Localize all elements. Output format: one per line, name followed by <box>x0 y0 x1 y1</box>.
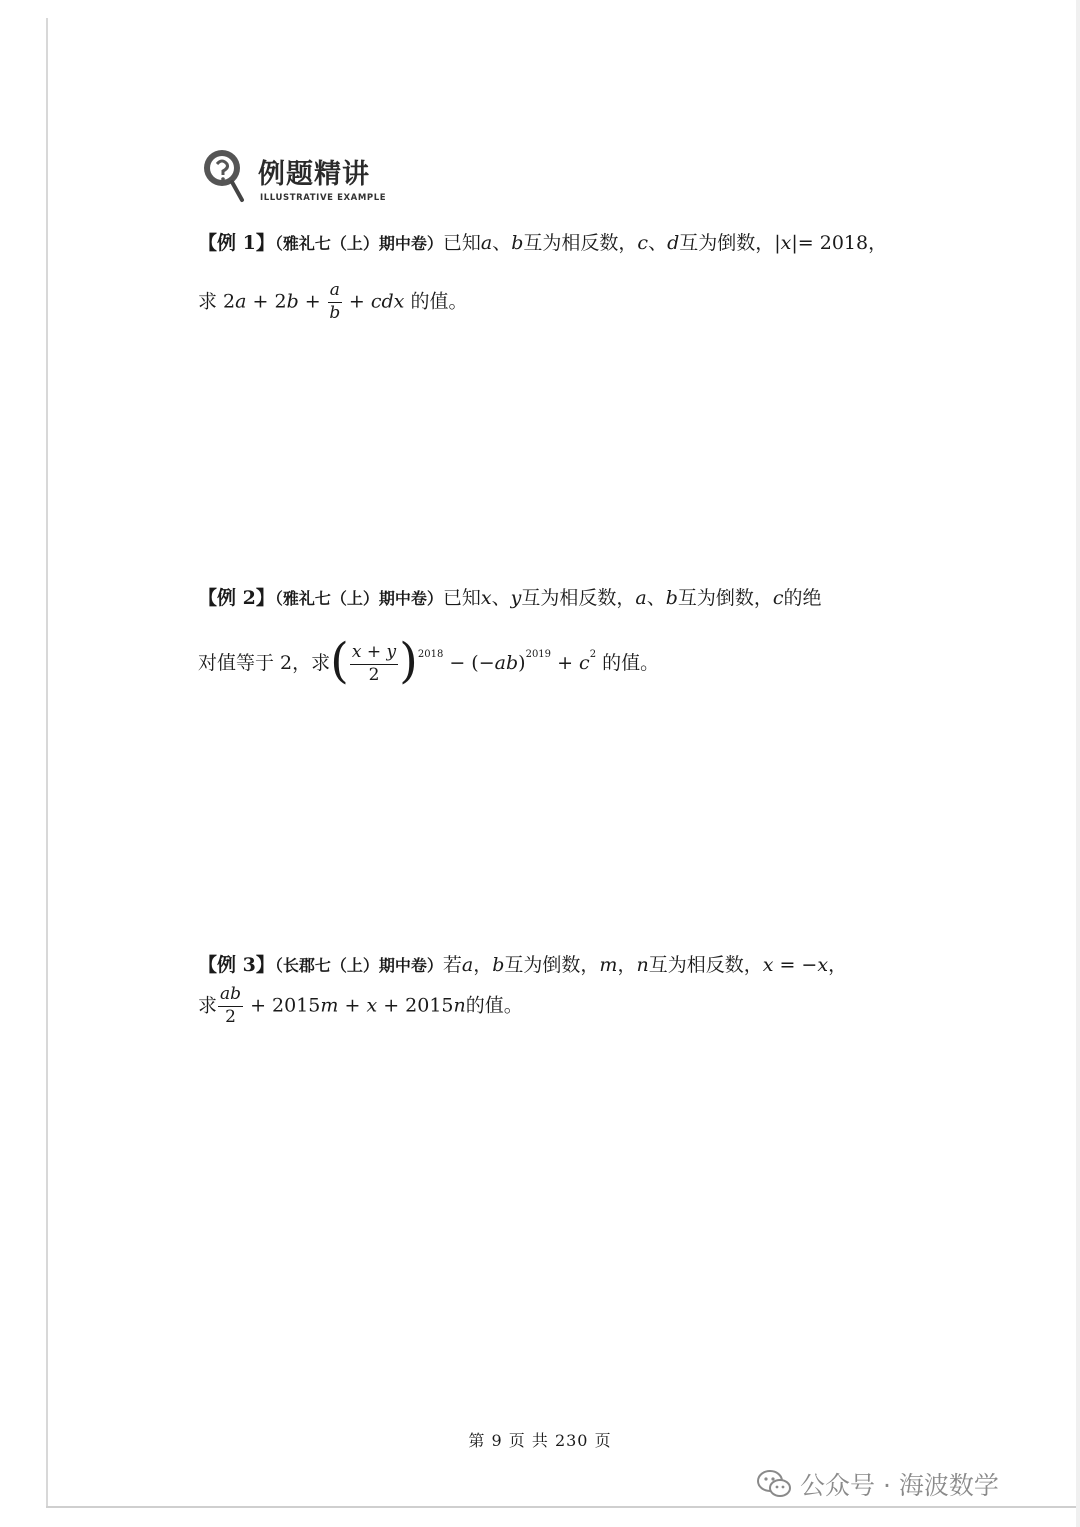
text: + 2015 <box>244 994 321 1017</box>
text: + 2 <box>246 290 287 313</box>
separator: 、 <box>648 232 668 254</box>
exponent: 2 <box>589 649 597 660</box>
text: − (− <box>443 652 495 674</box>
text: 的绝 <box>783 587 822 609</box>
example-1-source: （雅礼七（上）期中卷） <box>274 234 443 253</box>
var-x: x <box>762 954 774 976</box>
var-c: c <box>637 232 649 254</box>
var-a: a <box>235 290 247 313</box>
text: 的值。 <box>465 994 523 1017</box>
example-2-line-1 <box>198 589 822 608</box>
watermark <box>756 1466 999 1502</box>
var-n: n <box>453 994 466 1017</box>
text: 互为倒数， <box>679 232 775 254</box>
page-edge-right <box>1076 0 1080 1527</box>
section-subtitle: ILLUSTRATIVE EXAMPLE <box>260 193 387 203</box>
example-2-line-2 <box>198 633 660 689</box>
text: 的值。 <box>404 290 468 313</box>
page-number: 第 9 页 共 230 页 <box>468 1431 612 1450</box>
fraction-numerator: a <box>328 282 342 303</box>
page-edge-bottom <box>46 1506 1080 1508</box>
fraction-numerator: ab <box>218 986 243 1007</box>
wechat-icon <box>756 1469 792 1499</box>
text: ， <box>473 954 493 976</box>
text: + 2015 <box>377 994 454 1017</box>
text: + <box>342 290 371 313</box>
text: 已知 <box>442 232 481 254</box>
text: + <box>338 994 367 1017</box>
example-2-tag: 【例 2】 <box>198 587 275 609</box>
text: 已知 <box>442 587 481 609</box>
separator: 、 <box>492 232 512 254</box>
example-1-tag: 【例 1】 <box>198 232 275 254</box>
var-b: b <box>511 232 524 254</box>
var-m: m <box>599 954 618 976</box>
example-1-line-2 <box>198 282 467 323</box>
text: 互为相反数， <box>648 954 763 976</box>
abs-bar: | <box>791 232 798 254</box>
example-3-line-2 <box>198 986 523 1027</box>
paren-close: ) <box>399 633 418 689</box>
example-3-source: （长郡七（上）期中卷） <box>274 956 443 975</box>
exponent: 2018 <box>417 649 444 660</box>
page-edge-left <box>46 18 48 1508</box>
var-a: a <box>635 587 647 609</box>
var-x: x <box>817 954 829 976</box>
section-title: 例题精讲 <box>258 159 370 190</box>
fraction-denominator: 2 <box>368 664 380 685</box>
text: 若 <box>442 954 462 976</box>
fraction-denominator: 2 <box>225 1006 236 1027</box>
var-cdx: cdx <box>370 290 405 313</box>
text: + <box>298 290 327 313</box>
text: 互为相反数， <box>523 232 638 254</box>
var-c: c <box>772 587 784 609</box>
fraction <box>350 641 398 685</box>
fraction <box>218 986 243 1027</box>
fraction <box>328 282 342 323</box>
text: 互为倒数， <box>677 587 773 609</box>
var-ab: ab <box>494 652 519 674</box>
text: 对值等于 2，求 <box>198 652 331 674</box>
text: ) <box>518 652 526 674</box>
section-header <box>202 146 402 206</box>
text: 的值。 <box>596 652 660 674</box>
magnifier-question-icon <box>202 146 250 204</box>
text: + <box>551 652 580 674</box>
text: ， <box>828 954 848 976</box>
var-m: m <box>320 994 339 1017</box>
var-x: x <box>366 994 378 1017</box>
var-d: d <box>667 232 680 254</box>
separator: 、 <box>491 587 511 609</box>
exponent: 2019 <box>525 649 552 660</box>
text: 求 <box>198 994 218 1017</box>
separator: 、 <box>646 587 666 609</box>
fraction-numerator: x + y <box>350 644 398 665</box>
text: 求 2 <box>198 290 236 313</box>
var-a: a <box>461 954 474 976</box>
var-x: x <box>780 232 792 254</box>
example-3-line-1 <box>198 956 847 975</box>
var-c: c <box>579 652 590 674</box>
var-n: n <box>636 954 649 976</box>
example-2-source: （雅礼七（上）期中卷） <box>274 589 443 608</box>
text: 互为相反数， <box>521 587 636 609</box>
example-1-line-1 <box>198 234 887 253</box>
watermark-text: 公众号 · 海波数学 <box>800 1471 999 1500</box>
var-b: b <box>492 954 505 976</box>
var-b: b <box>665 587 678 609</box>
var-x: x <box>480 587 492 609</box>
abs-bar: | <box>774 232 781 254</box>
text: ， <box>617 954 637 976</box>
text: 互为倒数， <box>504 954 600 976</box>
example-3-tag: 【例 3】 <box>198 954 275 976</box>
var-y: y <box>510 587 522 609</box>
text: = − <box>773 954 818 976</box>
var-a: a <box>480 232 493 254</box>
paren-open: ( <box>330 633 349 689</box>
var-b: b <box>286 290 299 313</box>
text: = 2018， <box>797 232 888 254</box>
fraction-denominator: b <box>329 302 341 323</box>
